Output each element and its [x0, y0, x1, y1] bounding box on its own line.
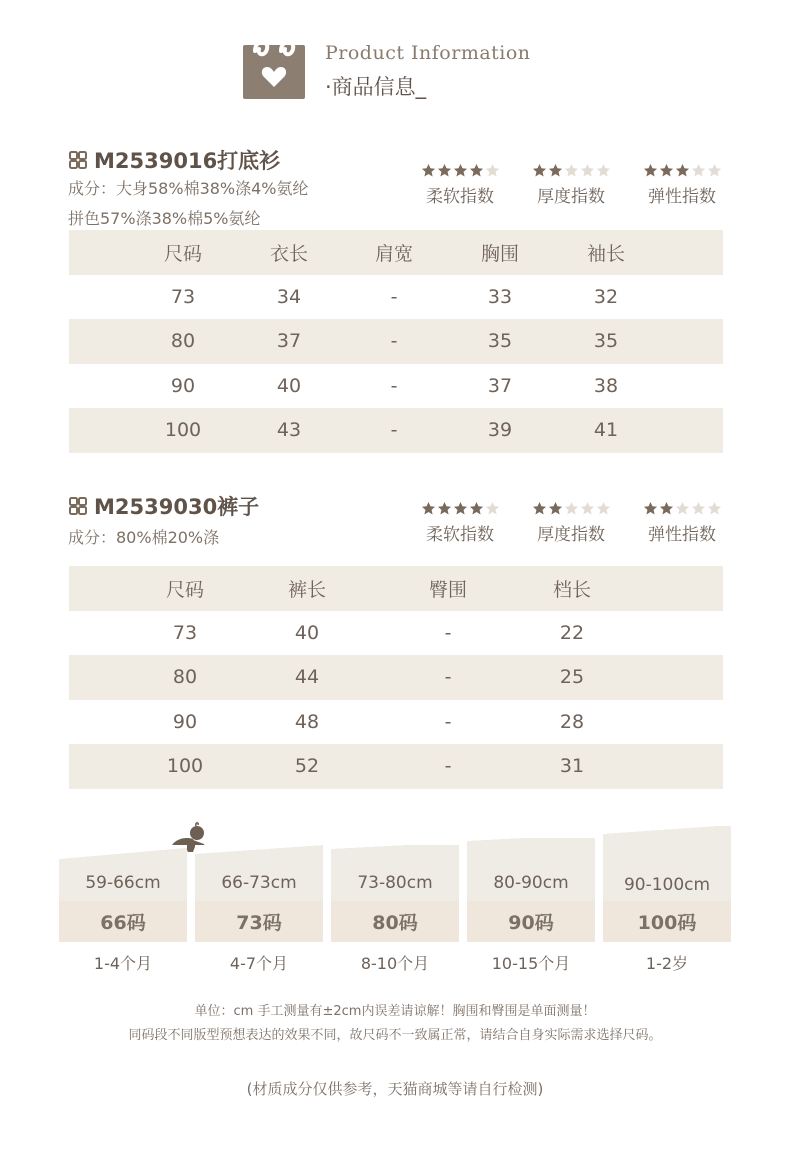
star-rating	[410, 163, 510, 179]
size-code: 66码	[59, 901, 187, 942]
table-header-cell: 袖长	[586, 242, 625, 265]
size-code: 73码	[195, 901, 323, 942]
table-cell: 73	[172, 621, 198, 644]
size-age: 1-2岁	[645, 954, 689, 973]
table-cell: 28	[559, 710, 585, 733]
star-filled-icon	[453, 163, 468, 178]
product-composition: 成分：大身58%棉38%涤4%氨纶	[68, 179, 309, 198]
table-header-cell: 衣长	[269, 242, 308, 265]
size-age: 4-7个月	[229, 954, 289, 973]
size-guide-item	[603, 826, 731, 974]
table-cell: 90	[170, 374, 196, 397]
table-header-cell: 臀围	[428, 578, 467, 601]
product-title	[68, 491, 259, 521]
size-guide-item	[195, 845, 323, 974]
rating-softness	[410, 163, 510, 207]
star-empty-icon	[707, 501, 722, 516]
table-cell: -	[390, 419, 398, 442]
table-cell: 73	[170, 285, 196, 308]
product-title-text: M2539030裤子	[94, 495, 260, 519]
header-title-en: Product Information	[325, 42, 531, 64]
star-filled-icon	[659, 501, 674, 516]
size-range-cm: 90-100cm	[623, 875, 711, 895]
table-header-cell: 档长	[552, 578, 591, 601]
rating-elasticity	[632, 501, 732, 545]
star-rating	[410, 501, 510, 517]
table-header-cell: 尺码	[165, 578, 204, 601]
star-filled-icon	[469, 163, 484, 178]
table-row	[69, 744, 723, 789]
table-cell: 38	[593, 374, 619, 397]
table-cell: 22	[559, 621, 585, 644]
table-cell: 25	[559, 666, 585, 689]
rating-thickness	[521, 163, 621, 207]
table-cell: 34	[276, 285, 302, 308]
table-cell: 37	[276, 330, 302, 353]
product-title-text: M2539016打底衫	[94, 149, 281, 173]
size-code: 90码	[467, 901, 595, 942]
table-row	[69, 700, 723, 745]
star-rating	[632, 163, 732, 179]
size-code: 80码	[331, 901, 459, 942]
star-empty-icon	[485, 163, 500, 178]
star-filled-icon	[421, 163, 436, 178]
star-empty-icon	[580, 163, 595, 178]
header-title-cn: ·商品信息_	[325, 75, 427, 99]
rating-label: 弹性指数	[648, 187, 716, 207]
star-filled-icon	[437, 501, 452, 516]
star-filled-icon	[421, 501, 436, 516]
star-filled-icon	[548, 163, 563, 178]
star-filled-icon	[532, 501, 547, 516]
size-range-cm: 66-73cm	[221, 873, 297, 893]
star-empty-icon	[596, 501, 611, 516]
table-cell: 43	[276, 419, 302, 442]
star-filled-icon	[675, 163, 690, 178]
table-row	[69, 275, 723, 320]
table-cell: 33	[487, 285, 513, 308]
size-range-cm: 59-66cm	[85, 873, 161, 893]
size-guide-item	[331, 845, 459, 974]
star-empty-icon	[596, 163, 611, 178]
product-composition: 成分：80%棉20%涤	[68, 528, 220, 547]
size-guide-item	[467, 838, 595, 974]
table-cell: -	[390, 285, 398, 308]
table-header-row	[69, 230, 723, 275]
table-cell: 40	[294, 621, 320, 644]
table-cell: 31	[559, 755, 585, 778]
table-row	[69, 655, 723, 700]
rating-thickness	[521, 501, 621, 545]
rating-label: 柔软指数	[426, 187, 494, 207]
product-composition: 拼色57%涤38%棉5%氨纶	[68, 209, 261, 228]
grid-icon	[68, 150, 88, 170]
table-cell: -	[390, 330, 398, 353]
star-empty-icon	[675, 501, 690, 516]
star-rating	[632, 501, 732, 517]
table-cell: 35	[593, 330, 619, 353]
rating-label: 厚度指数	[537, 525, 605, 545]
star-filled-icon	[659, 163, 674, 178]
size-age: 1-4个月	[93, 954, 153, 973]
table-cell: 44	[294, 666, 320, 689]
product-title	[68, 145, 280, 175]
size-range-cm: 80-90cm	[493, 873, 569, 893]
table-cell: 80	[170, 330, 196, 353]
brand-logo-icon	[243, 37, 305, 99]
table-cell: -	[444, 666, 452, 689]
rating-softness	[410, 501, 510, 545]
rating-label: 柔软指数	[426, 525, 494, 545]
table-row	[69, 611, 723, 656]
table-cell: -	[444, 710, 452, 733]
table-cell: -	[444, 621, 452, 644]
star-filled-icon	[437, 163, 452, 178]
table-cell: 37	[487, 374, 513, 397]
table-cell: 39	[487, 419, 513, 442]
table-row	[69, 408, 723, 453]
star-filled-icon	[643, 163, 658, 178]
star-rating	[521, 501, 621, 517]
table-cell: 100	[164, 419, 202, 442]
star-filled-icon	[532, 163, 547, 178]
star-filled-icon	[469, 501, 484, 516]
note-material: (材质成分仅供参考，天猫商城等请自行检测)	[246, 1080, 544, 1098]
star-empty-icon	[485, 501, 500, 516]
grid-icon	[68, 496, 88, 516]
table-row	[69, 364, 723, 409]
rating-label: 弹性指数	[648, 525, 716, 545]
table-cell: 40	[276, 374, 302, 397]
star-empty-icon	[564, 501, 579, 516]
size-table-top	[69, 230, 723, 453]
rating-label: 厚度指数	[537, 187, 605, 207]
star-empty-icon	[564, 163, 579, 178]
table-cell: 32	[593, 285, 619, 308]
table-cell: -	[390, 374, 398, 397]
star-empty-icon	[691, 163, 706, 178]
star-empty-icon	[691, 501, 706, 516]
table-header-cell: 胸围	[480, 242, 519, 265]
note-sizing: 同码段不同版型预想表达的效果不同，故尺码不一致属正常，请结合自身实际需求选择尺码。	[128, 1028, 662, 1043]
star-filled-icon	[548, 501, 563, 516]
size-age: 10-15个月	[491, 954, 571, 973]
table-header-cell: 裤长	[287, 578, 326, 601]
size-guide-item	[59, 845, 187, 974]
star-filled-icon	[453, 501, 468, 516]
table-cell: 41	[593, 419, 619, 442]
rating-elasticity	[632, 163, 732, 207]
table-cell: 35	[487, 330, 513, 353]
star-empty-icon	[707, 163, 722, 178]
table-cell: 100	[166, 755, 204, 778]
note-measurement: 单位：cm 手工测量有±2cm内误差请谅解！胸围和臀围是单面测量！	[194, 1004, 596, 1019]
table-header-cell: 尺码	[163, 242, 202, 265]
table-header-cell: 肩宽	[374, 242, 413, 265]
star-empty-icon	[580, 501, 595, 516]
table-cell: 80	[172, 666, 198, 689]
star-filled-icon	[643, 501, 658, 516]
table-header-row	[69, 566, 723, 611]
table-cell: 90	[172, 710, 198, 733]
star-rating	[521, 163, 621, 179]
table-cell: 48	[294, 710, 320, 733]
table-row	[69, 319, 723, 364]
size-range-cm: 73-80cm	[357, 873, 433, 893]
table-cell: 52	[294, 755, 320, 778]
size-age: 8-10个月	[360, 954, 430, 973]
size-table-bottom	[69, 566, 723, 789]
size-code: 100码	[603, 901, 731, 942]
table-cell: -	[444, 755, 452, 778]
